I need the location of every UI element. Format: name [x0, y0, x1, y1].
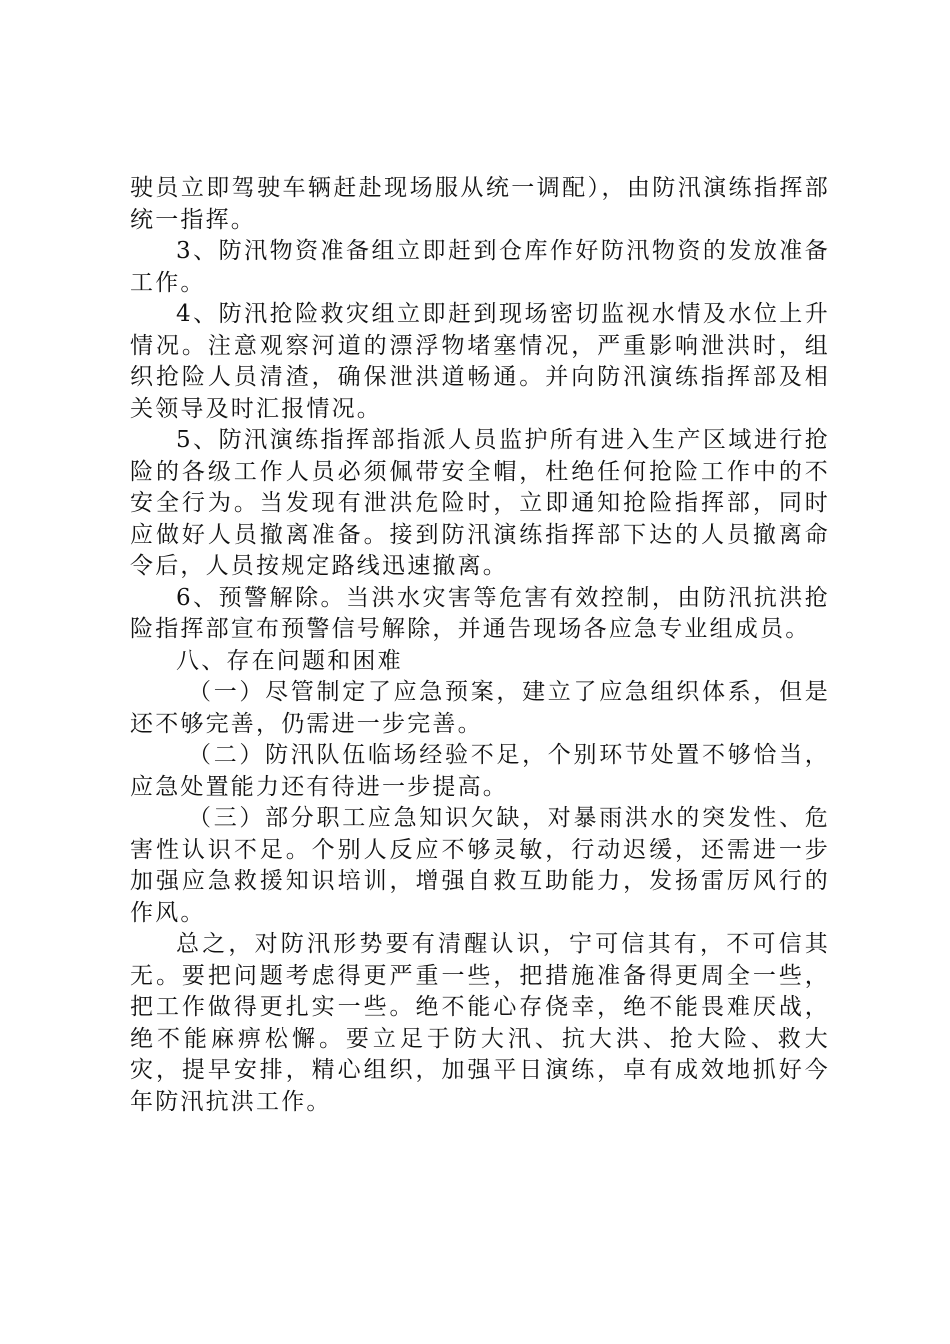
- paragraph-problem-2: （二）防汛队伍临场经验不足，个别环节处置不够恰当，应急处置能力还有待进一步提高。: [130, 742, 830, 800]
- paragraph-item-5: 5、防汛演练指挥部指派人员监护所有进入生产区域进行抢险的各级工作人员必须佩带安全帽，杜绝任何抢险工作中的不安全行为。当发现有泄洪危险时，立即通知抢险指挥部，同时应做好人员撤离准备。接到防汛演练指挥部下达的人员撤离命令后，人员按规定路线迅速撤离。: [130, 427, 830, 579]
- section-heading-8: 八、存在问题和困难: [176, 647, 403, 674]
- paragraph-item-3: 3、防汛物资准备组立即赶到仓库作好防汛物资的发放准备工作。: [130, 238, 830, 296]
- paragraph-item-4: 4、防汛抢险救灾组立即赶到现场密切监视水情及水位上升情况。注意观察河道的漂浮物堵塞情况，严重影响泄洪时，组织抢险人员清渣，确保泄洪道畅通。并向防汛演练指挥部及相关领导及时汇报情况。: [130, 301, 830, 422]
- paragraph-item-6: 6、预警解除。当洪水灾害等危害有效控制，由防汛抗洪抢险指挥部宣布预警信号解除，并通告现场各应急专业组成员。: [130, 584, 830, 642]
- paragraph-summary: 总之，对防汛形势要有清醒认识，宁可信其有，不可信其无。要把问题考虑得更严重一些，把措施准备得更周全一些，把工作做得更扎实一些。绝不能心存侥幸，绝不能畏难厌战，绝不能麻痹松懈。要立足于防大汛、抗大洪、抢大险、救大灾，提早安排，精心组织，加强平日演练，卓有成效地抓好今年防汛抗洪工作。: [130, 931, 830, 1115]
- paragraph-continuation: 驶员立即驾驶车辆赶赴现场服从统一调配），由防汛演练指挥部统一指挥。: [130, 175, 830, 233]
- paragraph-problem-3: （三）部分职工应急知识欠缺，对暴雨洪水的突发性、危害性认识不足。个别人反应不够灵敏，行动迟缓，还需进一步加强应急救援知识培训，增强自救互助能力，发扬雷厉风行的作风。: [130, 805, 830, 926]
- document-body: [130, 173, 830, 1118]
- paragraph-problem-1: （一）尽管制定了应急预案，建立了应急组织体系，但是还不够完善，仍需进一步完善。: [130, 679, 830, 737]
